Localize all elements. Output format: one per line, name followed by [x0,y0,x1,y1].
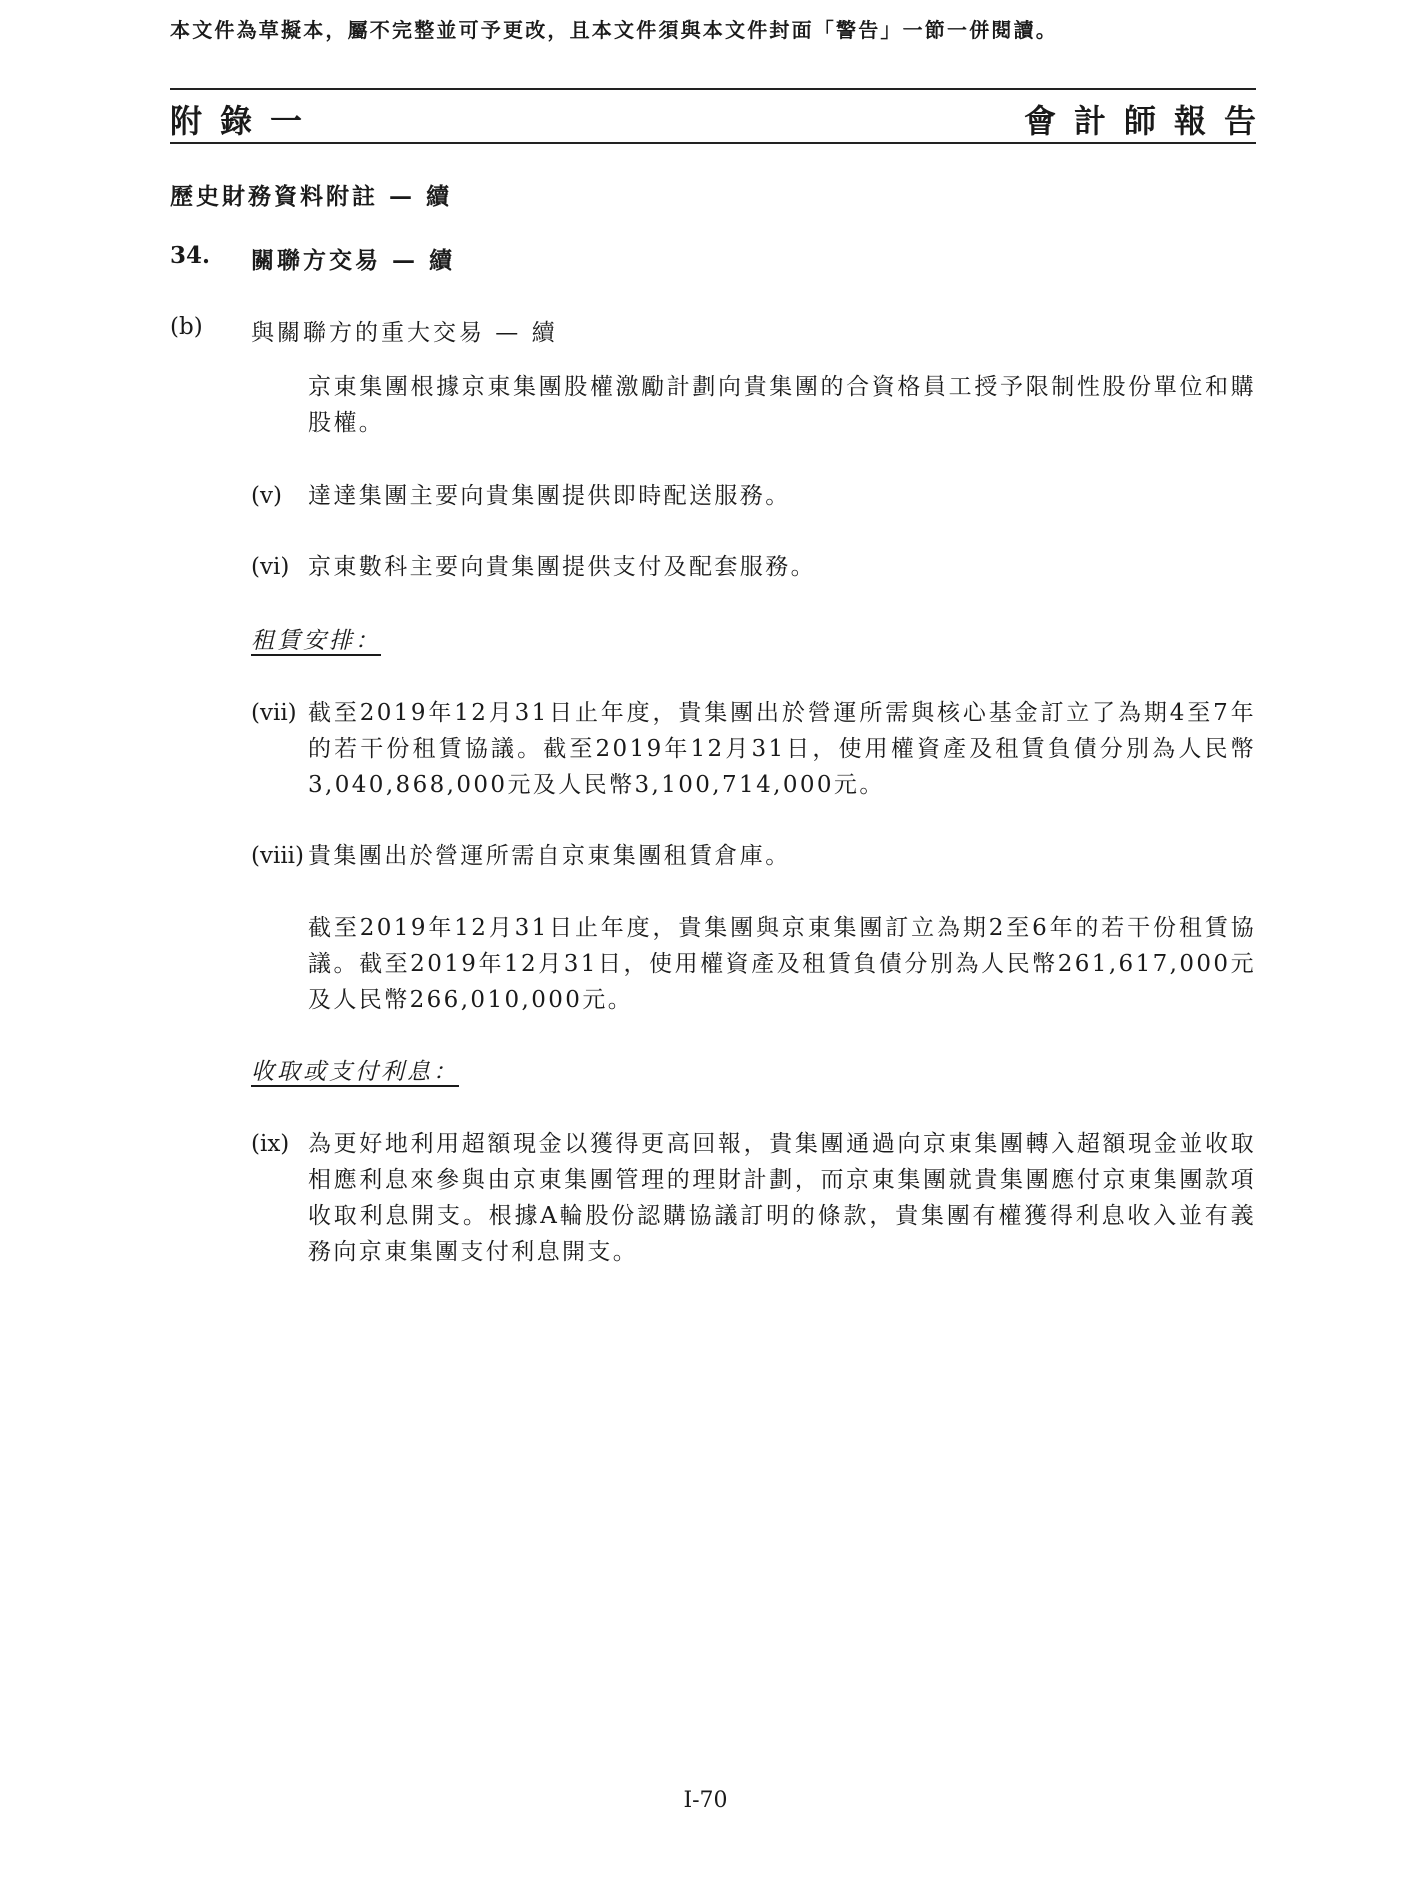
interest-heading: 收取或支付利息： [251,1059,459,1085]
appendix-label: 附錄一 [170,102,321,140]
report-title: 會計師報告 [1023,102,1274,140]
draft-warning-banner: 本文件為草擬本，屬不完整並可予更改，且本文件須與本文件封面「警告」一節一併閱讀。 [170,18,1058,42]
section-title: 歷史財務資料附註 — 續 [170,183,453,210]
item-vii-label: (vii) [251,700,297,726]
item-viii-label: (viii) [251,843,305,869]
item-ix-label: (ix) [251,1131,290,1157]
item-v-label: (v) [251,483,282,509]
subsection-label: (b) [170,314,203,340]
note-number: 34. [170,242,211,269]
item-viii-continuation: 截至2019年12月31日止年度，貴集團與京東集團訂立為期2至6年的若干份租賃協議。截至2019年12月31日，使用權資產及租賃負債分別為人民幣261,617,000元及人民幣266,010,000元。 [308,915,1256,1013]
subsection-title: 與關聯方的重大交易 — 續 [251,320,558,346]
lease-arrangements-heading: 租賃安排： [251,628,381,654]
header-top-rule [170,88,1256,90]
item-v-text: 達達集團主要向貴集團提供即時配送服務。 [308,483,791,509]
item-ix-text: 為更好地利用超額現金以獲得更高回報，貴集團通過向京東集團轉入超額現金並收取相應利息來參與由京東集團管理的理財計劃，而京東集團就貴集團應付京東集團款項收取利息開支。根據A輪股份認購協議訂明的條款，貴集團有權獲得利息收入並有義務向京東集團支付利息開支。 [308,1131,1256,1265]
header-bottom-rule [170,142,1256,144]
intro-paragraph: 京東集團根據京東集團股權激勵計劃向貴集團的合資格員工授予限制性股份單位和購股權。 [308,374,1256,436]
page-number: I-70 [683,1788,728,1813]
item-vii-text: 截至2019年12月31日止年度，貴集團出於營運所需與核心基金訂立了為期4至7年的若干份租賃協議。截至2019年12月31日，使用權資產及租賃負債分別為人民幣3,040,868,000元及人民幣3,100,714,000元。 [308,700,1256,798]
item-viii-text: 貴集團出於營運所需自京東集團租賃倉庫。 [308,843,791,869]
note-title: 關聯方交易 — 續 [251,247,456,274]
item-vi-text: 京東數科主要向貴集團提供支付及配套服務。 [308,554,816,580]
item-vi-label: (vi) [251,554,290,580]
